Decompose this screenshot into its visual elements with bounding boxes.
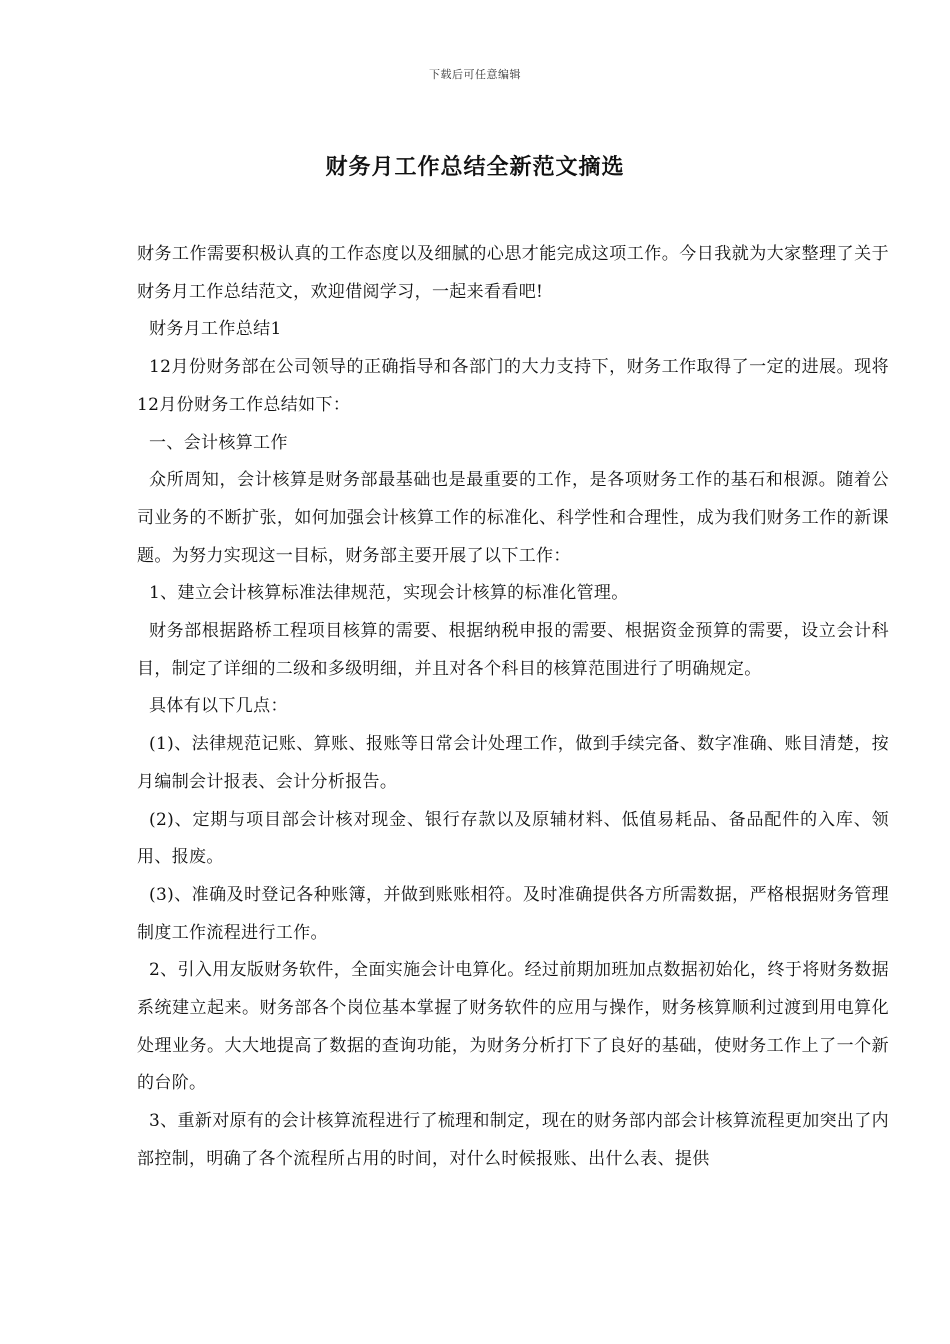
document-body xyxy=(137,236,889,1179)
body-paragraph: 2、引入用友版财务软件，全面实施会计电算化。经过前期加班加点数据初始化，终于将财务数据系统建立起来。财务部各个岗位基本掌握了财务软件的应用与操作，财务核算顺利过渡到用电算化处理业务。大大地提高了数据的查询功能，为财务分析打下了良好的基础，使财务工作上了一个新的台阶。 xyxy=(137,960,889,1094)
body-paragraph: 财务部根据路桥工程项目核算的需要、根据纳税申报的需要、根据资金预算的需要，设立会计科目，制定了详细的二级和多级明细，并且对各个科目的核算范围进行了明确规定。 xyxy=(137,621,889,679)
page-header-note: 下载后可任意编辑 xyxy=(429,68,521,81)
body-paragraph: 3、重新对原有的会计核算流程进行了梳理和制定，现在的财务部内部会计核算流程更加突出了内部控制，明确了各个流程所占用的时间，对什么时候报账、出什么表、提供 xyxy=(137,1111,889,1169)
body-paragraph: 12月份财务部在公司领导的正确指导和各部门的大力支持下，财务工作取得了一定的进展。现将12月份财务工作总结如下： xyxy=(137,357,889,415)
document-title: 财务月工作总结全新范文摘选 xyxy=(325,155,625,180)
section-heading: 财务月工作总结1 xyxy=(149,319,282,340)
list-item: (1)、法律规范记账、算账、报账等日常会计处理工作，做到手续完备、数字准确、账目清楚，按月编制会计报表、会计分析报告。 xyxy=(137,734,889,792)
intro-paragraph: 财务工作需要积极认真的工作态度以及细腻的心思才能完成这项工作。今日我就为大家整理了关于财务月工作总结范文，欢迎借阅学习，一起来看看吧! xyxy=(137,244,889,302)
section-heading: 一、会计核算工作 xyxy=(149,432,288,453)
body-paragraph: 具体有以下几点： xyxy=(149,696,288,717)
body-paragraph: 众所周知，会计核算是财务部最基础也是最重要的工作，是各项财务工作的基石和根源。随着公司业务的不断扩张，如何加强会计核算工作的标准化、科学性和合理性，成为我们财务工作的新课题。为努力实现这一目标，财务部主要开展了以下工作： xyxy=(137,470,889,566)
list-item: (3)、准确及时登记各种账簿，并做到账账相符。及时准确提供各方所需数据，严格根据财务管理制度工作流程进行工作。 xyxy=(137,884,889,943)
list-item: (2)、定期与项目部会计核对现金、银行存款以及原辅材料、低值易耗品、备品配件的入库、领用、报废。 xyxy=(137,809,889,868)
body-paragraph: 1、建立会计核算标准法律规范，实现会计核算的标准化管理。 xyxy=(149,583,629,604)
